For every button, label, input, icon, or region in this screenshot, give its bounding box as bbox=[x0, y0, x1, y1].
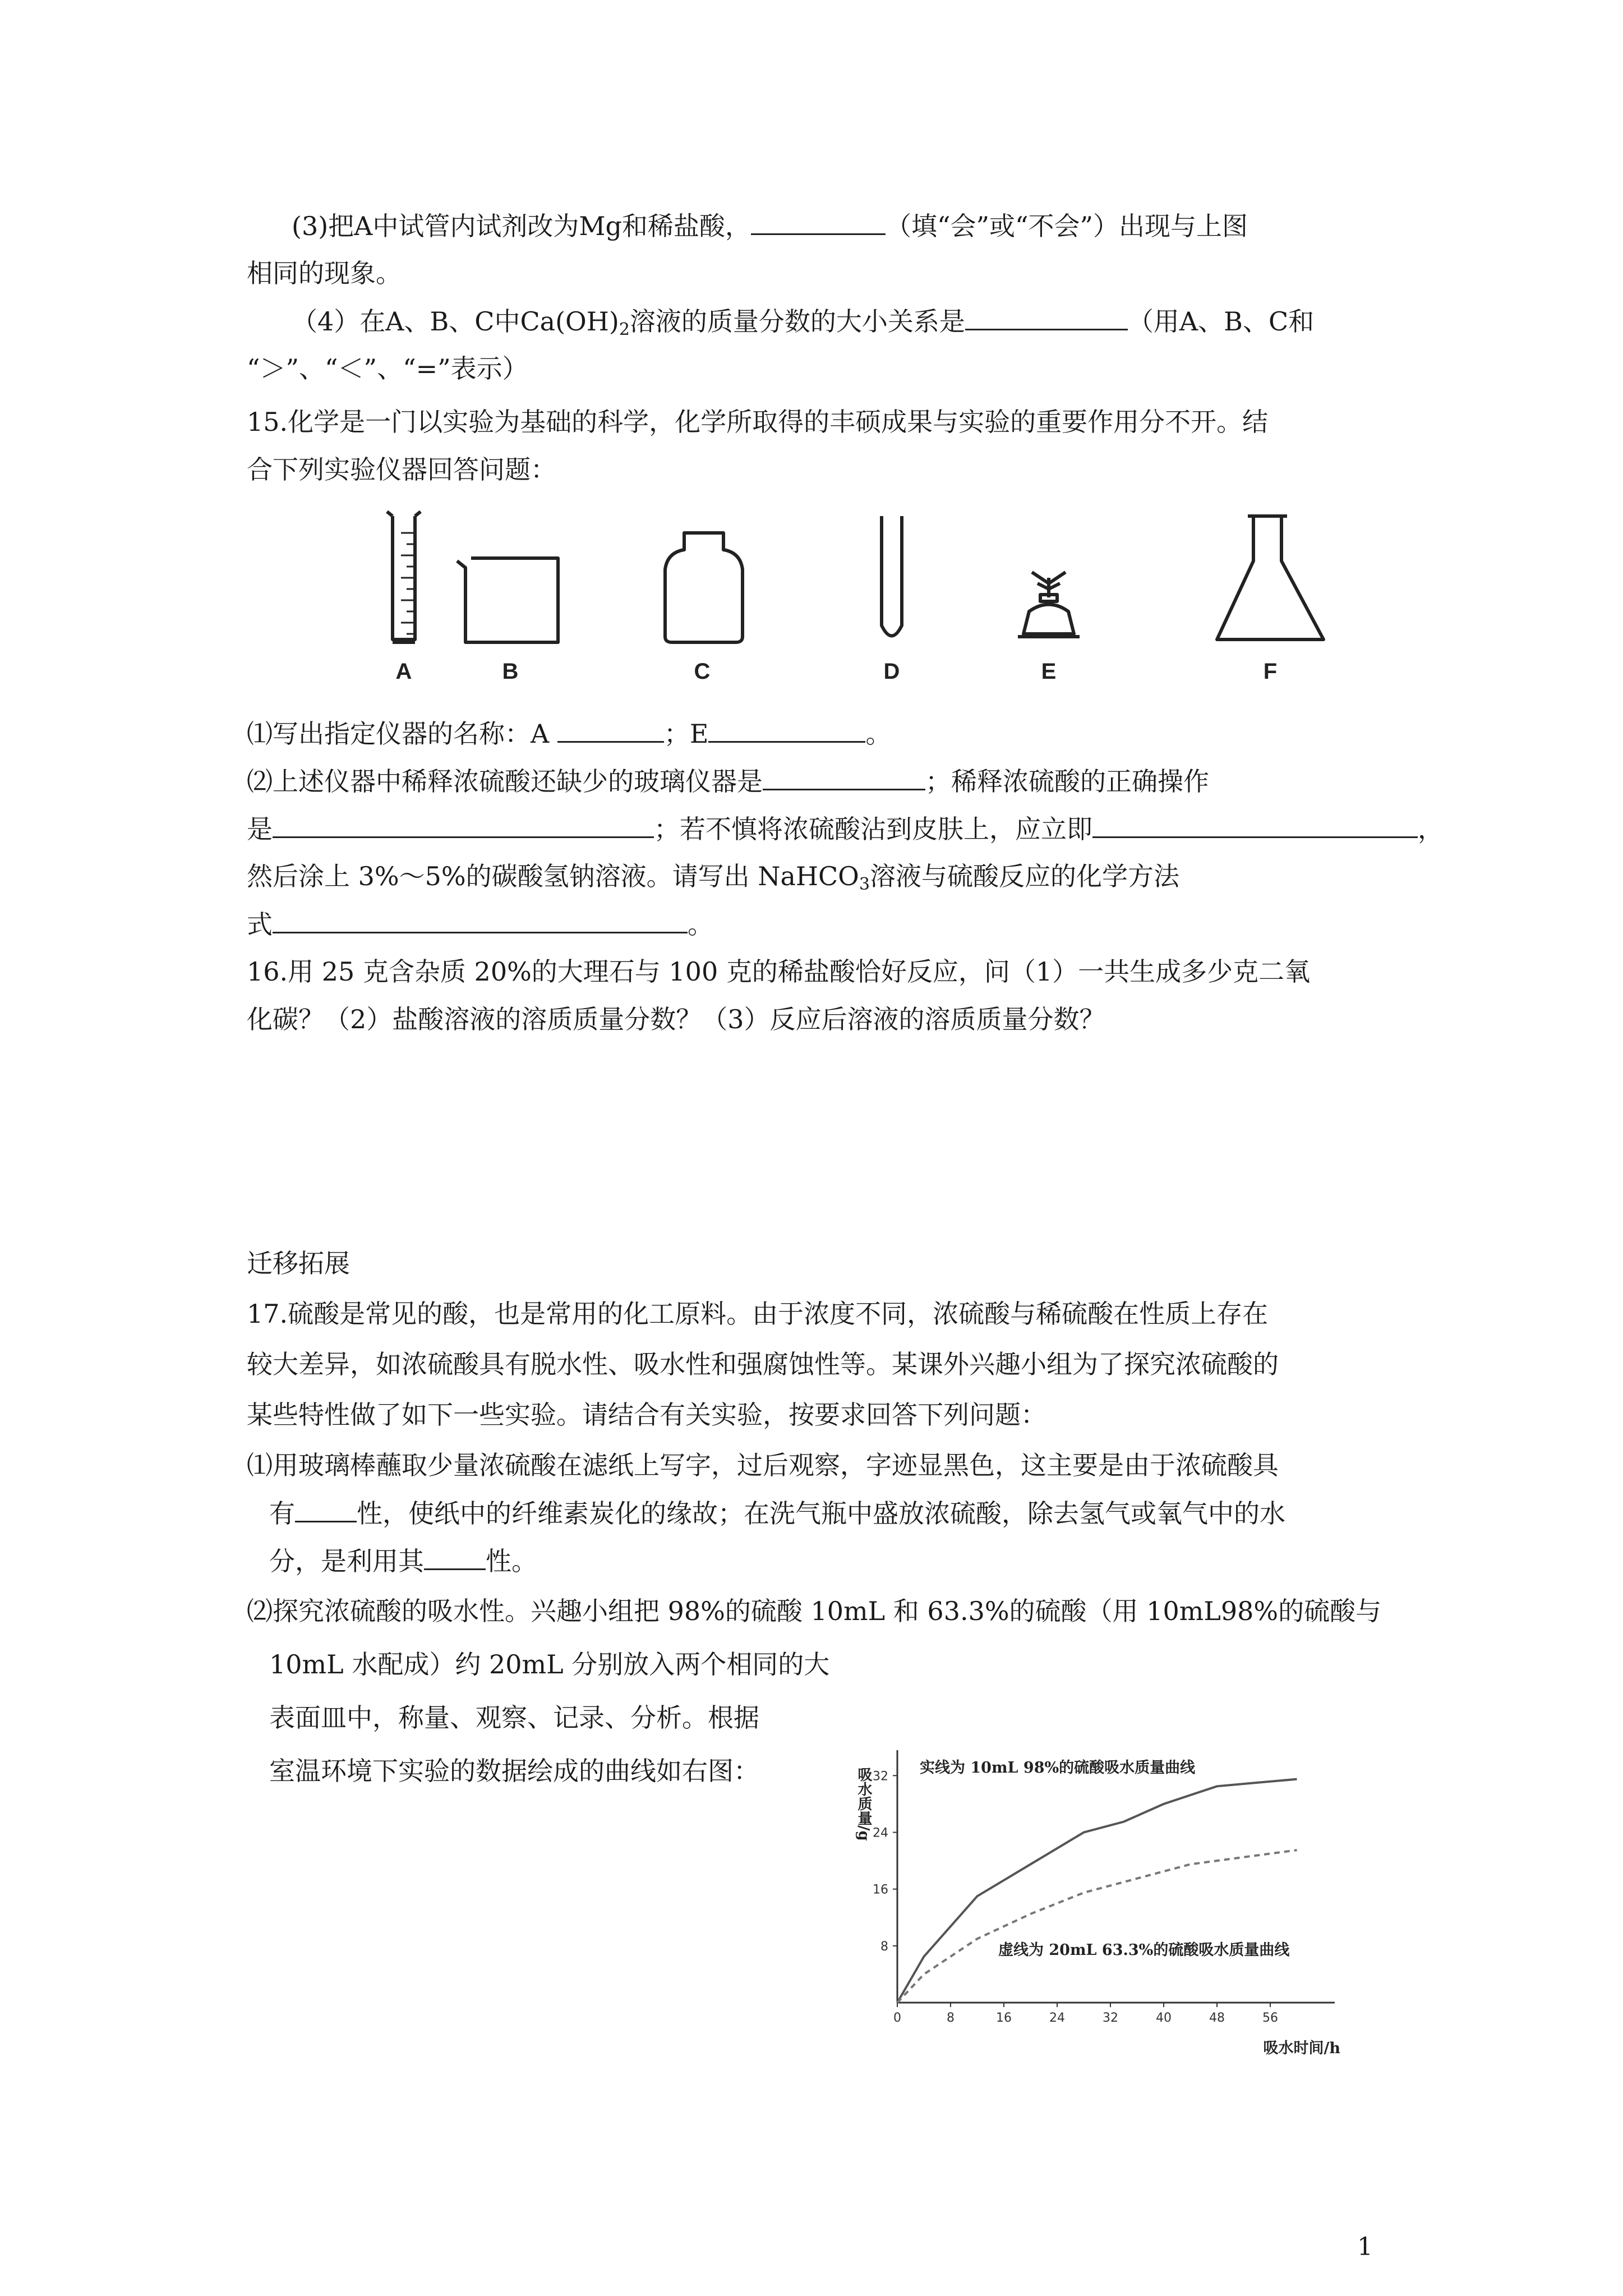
q14-part4-line1 bbox=[292, 303, 1314, 348]
q15-sub2-text3: 是 bbox=[247, 814, 273, 844]
graduated-cylinder-icon bbox=[387, 512, 421, 642]
series-line-2 bbox=[897, 1850, 1297, 2003]
apparatus-label-d: D bbox=[883, 659, 900, 684]
dashed-line-annotation: 虚线为 20mL 63.3%的硫酸吸水质量曲线 bbox=[998, 1941, 1290, 1959]
q17-property2-blank[interactable] bbox=[424, 1543, 486, 1570]
chart-axes bbox=[893, 1750, 1335, 2007]
x-tick-label: 8 bbox=[947, 2011, 955, 2025]
q14-part3-blank[interactable] bbox=[751, 208, 886, 235]
q15-sub2-text5: 然后涂上 3%～5%的碳酸氢钠溶液。请写出 NaHCO bbox=[247, 861, 859, 891]
x-tick-label: 24 bbox=[1049, 2011, 1065, 2025]
q15-sub1 bbox=[247, 715, 891, 752]
y-tick-label: 24 bbox=[873, 1826, 888, 1841]
page-number: 1 bbox=[1357, 2233, 1373, 2261]
q14-part4-text2: 溶液的质量分数的大小关系是 bbox=[629, 306, 965, 337]
y-tick-label: 32 bbox=[873, 1769, 888, 1784]
x-tick-label: 16 bbox=[996, 2011, 1012, 2025]
q15-sub2-line1 bbox=[247, 763, 1209, 799]
q14-part3-line2: 相同的现象。 bbox=[247, 258, 402, 288]
q17-line3: 某些特性做了如下一些实验。请结合有关实验，按要求回答下列问题： bbox=[247, 1400, 1046, 1430]
q17-sub1-text: 有 bbox=[269, 1498, 295, 1529]
y-tick-label: 8 bbox=[880, 1939, 888, 1954]
q17-sub2-line4: 室温环境下实验的数据绘成的曲线如右图： bbox=[269, 1756, 759, 1786]
q14-part4-text: （4）在A、B、C中Ca(OH) bbox=[292, 306, 619, 337]
q15-sub2-text6: 溶液与硫酸反应的化学方法 bbox=[870, 861, 1179, 891]
section-heading: 迁移拓展 bbox=[247, 1248, 350, 1278]
q15-equation-blank[interactable] bbox=[273, 906, 688, 933]
q15-skin-treatment-blank[interactable] bbox=[1092, 811, 1418, 838]
q15-line1: 15.化学是一门以实验为基础的科学，化学所取得的丰硕成果与实验的重要作用分不开。结 bbox=[247, 407, 1269, 437]
q17-sub1-end: 性。 bbox=[486, 1546, 537, 1576]
beaker-icon bbox=[457, 558, 558, 642]
q15-sub1-text: ⑴写出指定仪器的名称：A bbox=[247, 719, 550, 749]
q16-line2: 化碳？（2）盐酸溶液的溶质质量分数？（3）反应后溶液的溶质质量分数？ bbox=[247, 1004, 1105, 1034]
x-tick-label: 32 bbox=[1103, 2011, 1118, 2025]
q17-sub2-line3: 表面皿中，称量、观察、记录、分析。根据 bbox=[269, 1703, 759, 1733]
reagent-bottle-icon bbox=[665, 533, 743, 642]
x-tick-label: 48 bbox=[1209, 2011, 1225, 2025]
x-axis-label: 吸水时间/h bbox=[1263, 2040, 1340, 2057]
q16-line1: 16.用 25 克含杂质 20%的大理石与 100 克的稀盐酸恰好反应，问（1）一共生成多少克二氧 bbox=[247, 956, 1311, 987]
q17-sub1-line2 bbox=[269, 1495, 1285, 1531]
q14-part3-line1 bbox=[292, 208, 1248, 244]
q17-sub2-line1: ⑵探究浓硫酸的吸水性。兴趣小组把 98%的硫酸 10mL 和 63.3%的硫酸（用 10mL98%的硫酸与 bbox=[247, 1596, 1382, 1626]
q15-sub1-text2: ；E bbox=[663, 719, 709, 749]
q17-sub2-line2: 10mL 水配成）约 20mL 分别放入两个相同的大 bbox=[269, 1649, 830, 1680]
water-absorption-chart bbox=[852, 1739, 1357, 2064]
q17-sub1-line1: ⑴用玻璃棒蘸取少量浓硫酸在滤纸上写字，过后观察，字迹显黑色，这主要是由于浓硫酸具 bbox=[247, 1450, 1279, 1480]
apparatus-label-b: B bbox=[502, 659, 519, 684]
apparatus-label-c: C bbox=[694, 659, 711, 684]
q17-line2: 较大差异，如浓硫酸具有脱水性、吸水性和强腐蚀性等。某课外兴趣小组为了探究浓硫酸的 bbox=[247, 1349, 1279, 1379]
x-tick-label: 0 bbox=[893, 2011, 901, 2025]
q15-sub2-comma: ， bbox=[1418, 814, 1444, 844]
q15-sub2-end: 。 bbox=[688, 909, 713, 940]
q14-part4-line2: “＞”、“＜”、“=”表示） bbox=[247, 353, 528, 384]
q17-line1: 17.硫酸是常见的酸，也是常用的化工原料。由于浓度不同，浓硫酸与稀硫酸在性质上存在 bbox=[247, 1299, 1269, 1329]
q15-sub2-line2 bbox=[247, 811, 1444, 847]
apparatus-label-e: E bbox=[1041, 659, 1057, 684]
series-line-1 bbox=[897, 1779, 1297, 2003]
q14-part3-text: (3)把A中试管内试剂改为Mg和稀盐酸， bbox=[292, 211, 751, 241]
q17-sub1-text2: 性，使纸中的纤维素炭化的缘故；在洗气瓶中盛放浓硫酸，除去氢气或氧气中的水 bbox=[357, 1498, 1285, 1529]
q15-sub2-text7: 式 bbox=[247, 909, 273, 940]
x-tick-label: 56 bbox=[1262, 2011, 1278, 2025]
q17-sub1-text3: 分，是利用其 bbox=[269, 1546, 424, 1576]
q15-dilution-operation-blank[interactable] bbox=[273, 811, 654, 838]
q14-part3-hint: （填“会”或“不会”）出现与上图 bbox=[885, 211, 1248, 241]
solid-line-annotation: 实线为 10mL 98%的硫酸吸水质量曲线 bbox=[920, 1759, 1196, 1777]
q15-sub2-line4 bbox=[247, 906, 713, 942]
q14-part4-blank[interactable] bbox=[965, 303, 1128, 330]
y-axis-label: 吸水质量/g bbox=[855, 1767, 872, 1841]
q15-name-a-blank[interactable] bbox=[557, 715, 664, 743]
alcohol-lamp-icon bbox=[1018, 572, 1080, 637]
y-tick-label: 16 bbox=[873, 1883, 888, 1897]
q14-part4-hint: （用A、B、C和 bbox=[1127, 306, 1315, 337]
test-tube-icon bbox=[882, 516, 902, 636]
apparatus-label-a: A bbox=[395, 659, 412, 684]
q15-sub1-end: 。 bbox=[865, 719, 892, 749]
chart-text bbox=[855, 1759, 1340, 2057]
q17-property1-blank[interactable] bbox=[295, 1495, 357, 1522]
x-tick-label: 40 bbox=[1156, 2011, 1172, 2025]
q15-sub2-line3 bbox=[247, 858, 1179, 903]
q15-line2: 合下列实验仪器回答问题： bbox=[247, 454, 556, 485]
chart-series bbox=[897, 1779, 1297, 2003]
apparatus-label-f: F bbox=[1263, 659, 1278, 684]
q15-sub2-text2: ；稀释浓硫酸的正确操作 bbox=[925, 766, 1209, 797]
q15-name-e-blank[interactable] bbox=[708, 715, 865, 743]
lab-apparatus-figure bbox=[359, 499, 1424, 701]
q14-part4-subscript: 2 bbox=[619, 320, 630, 339]
q17-sub1-line3 bbox=[269, 1543, 537, 1579]
q15-sub2-text4: ；若不慎将浓硫酸沾到皮肤上，应立即 bbox=[654, 814, 1092, 844]
q15-sub2-text: ⑵上述仪器中稀释浓硫酸还缺少的玻璃仪器是 bbox=[247, 766, 763, 797]
conical-flask-icon bbox=[1217, 516, 1324, 639]
q15-sub2-subscript: 3 bbox=[859, 875, 870, 894]
q15-missing-glassware-blank[interactable] bbox=[763, 763, 925, 790]
